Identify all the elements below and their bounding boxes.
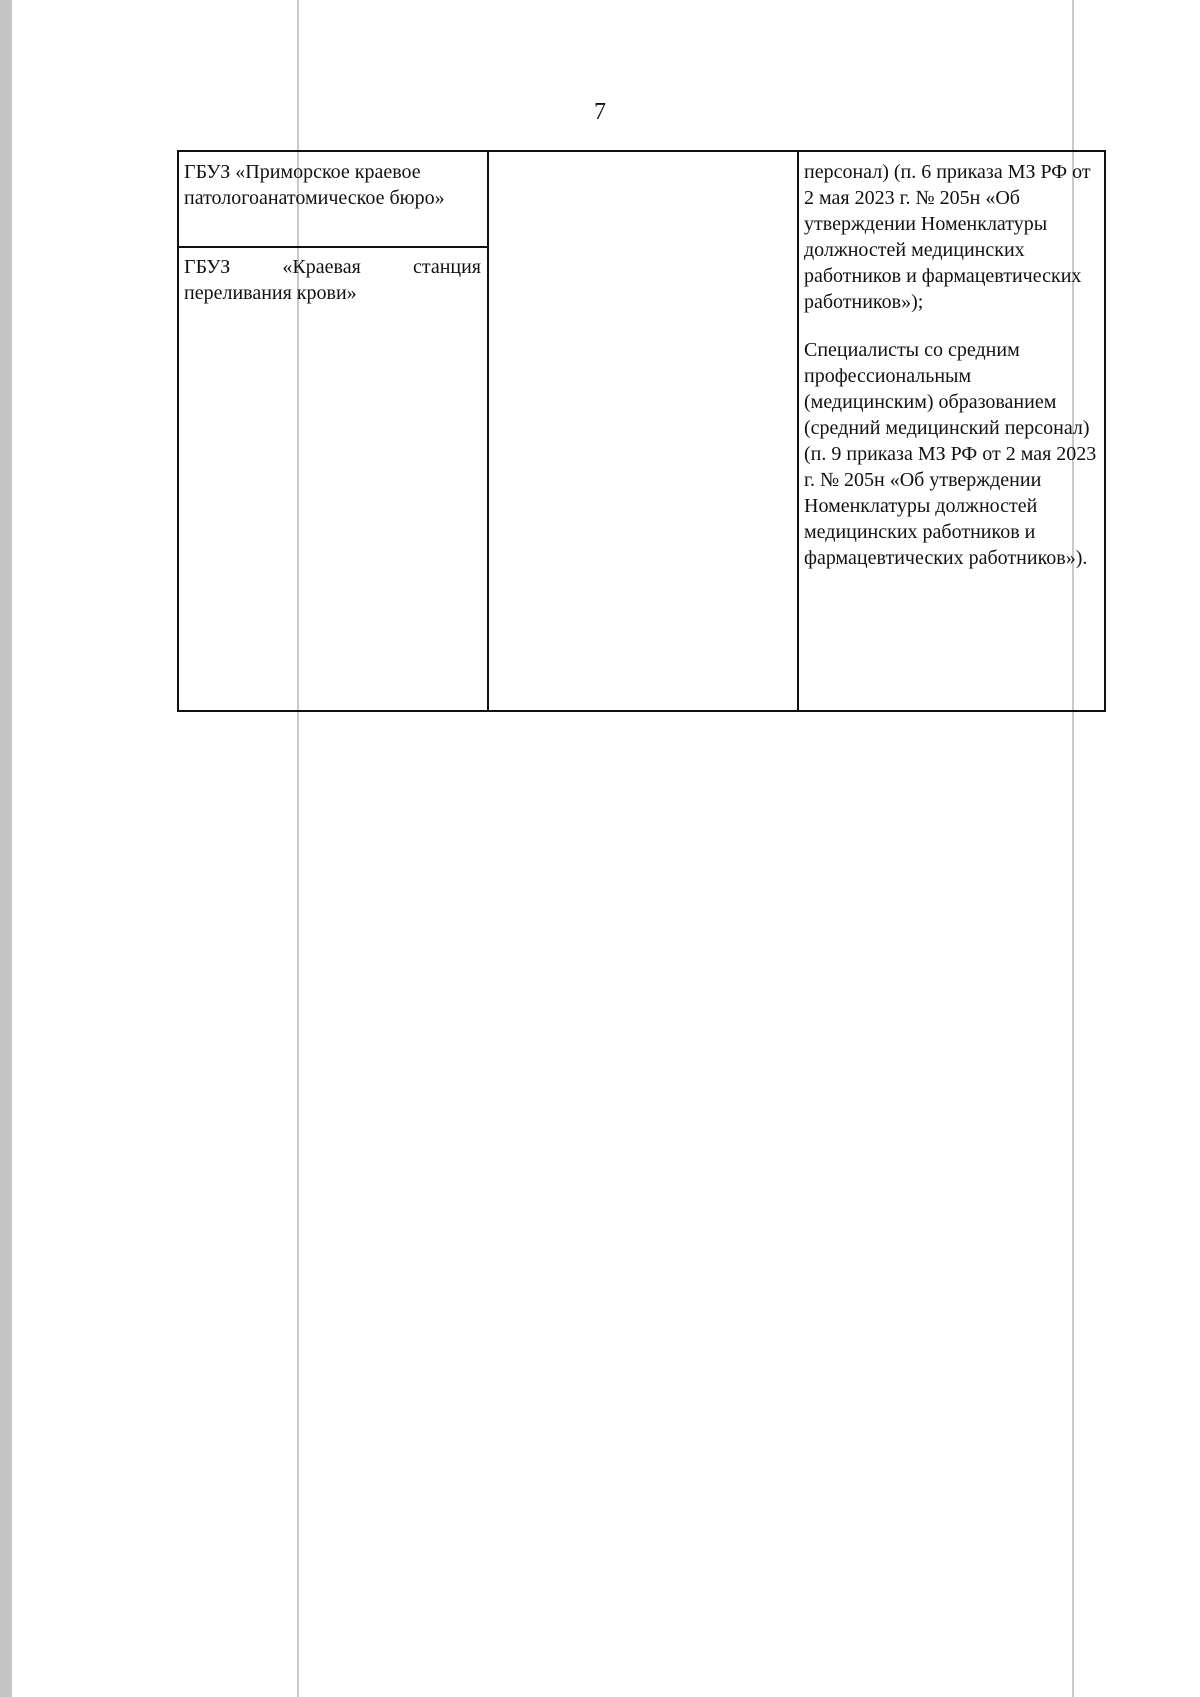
organization-column <box>179 152 489 710</box>
page-number: 7 <box>594 99 606 125</box>
staff-category-column <box>799 152 1104 710</box>
scan-shadow-edge <box>0 0 12 1697</box>
middle-column <box>489 152 799 710</box>
table-cell-organization: ГБУЗ «Приморское краевое патологоанатомическое бюро» <box>179 152 487 248</box>
staff-category-text: Специалисты со средним профессиональным (медицинским) образованием (средний медицинский персонал) (п. 9 приказа МЗ РФ от 2 мая 2023 г. № 205н «Об утверждении Номенклатуры должностей медицинских работников и фармацевтических работников»). <box>804 339 1097 569</box>
document-table <box>177 150 1106 712</box>
table-cell-organization: ГБУЗ «Краевая станция переливания крови» <box>184 256 481 304</box>
staff-category-text: персонал) (п. 6 приказа МЗ РФ от 2 мая 2023 г. № 205н «Об утверждении Номенклатуры должностей медицинских работников и фармацевтических работников»); <box>804 161 1091 313</box>
